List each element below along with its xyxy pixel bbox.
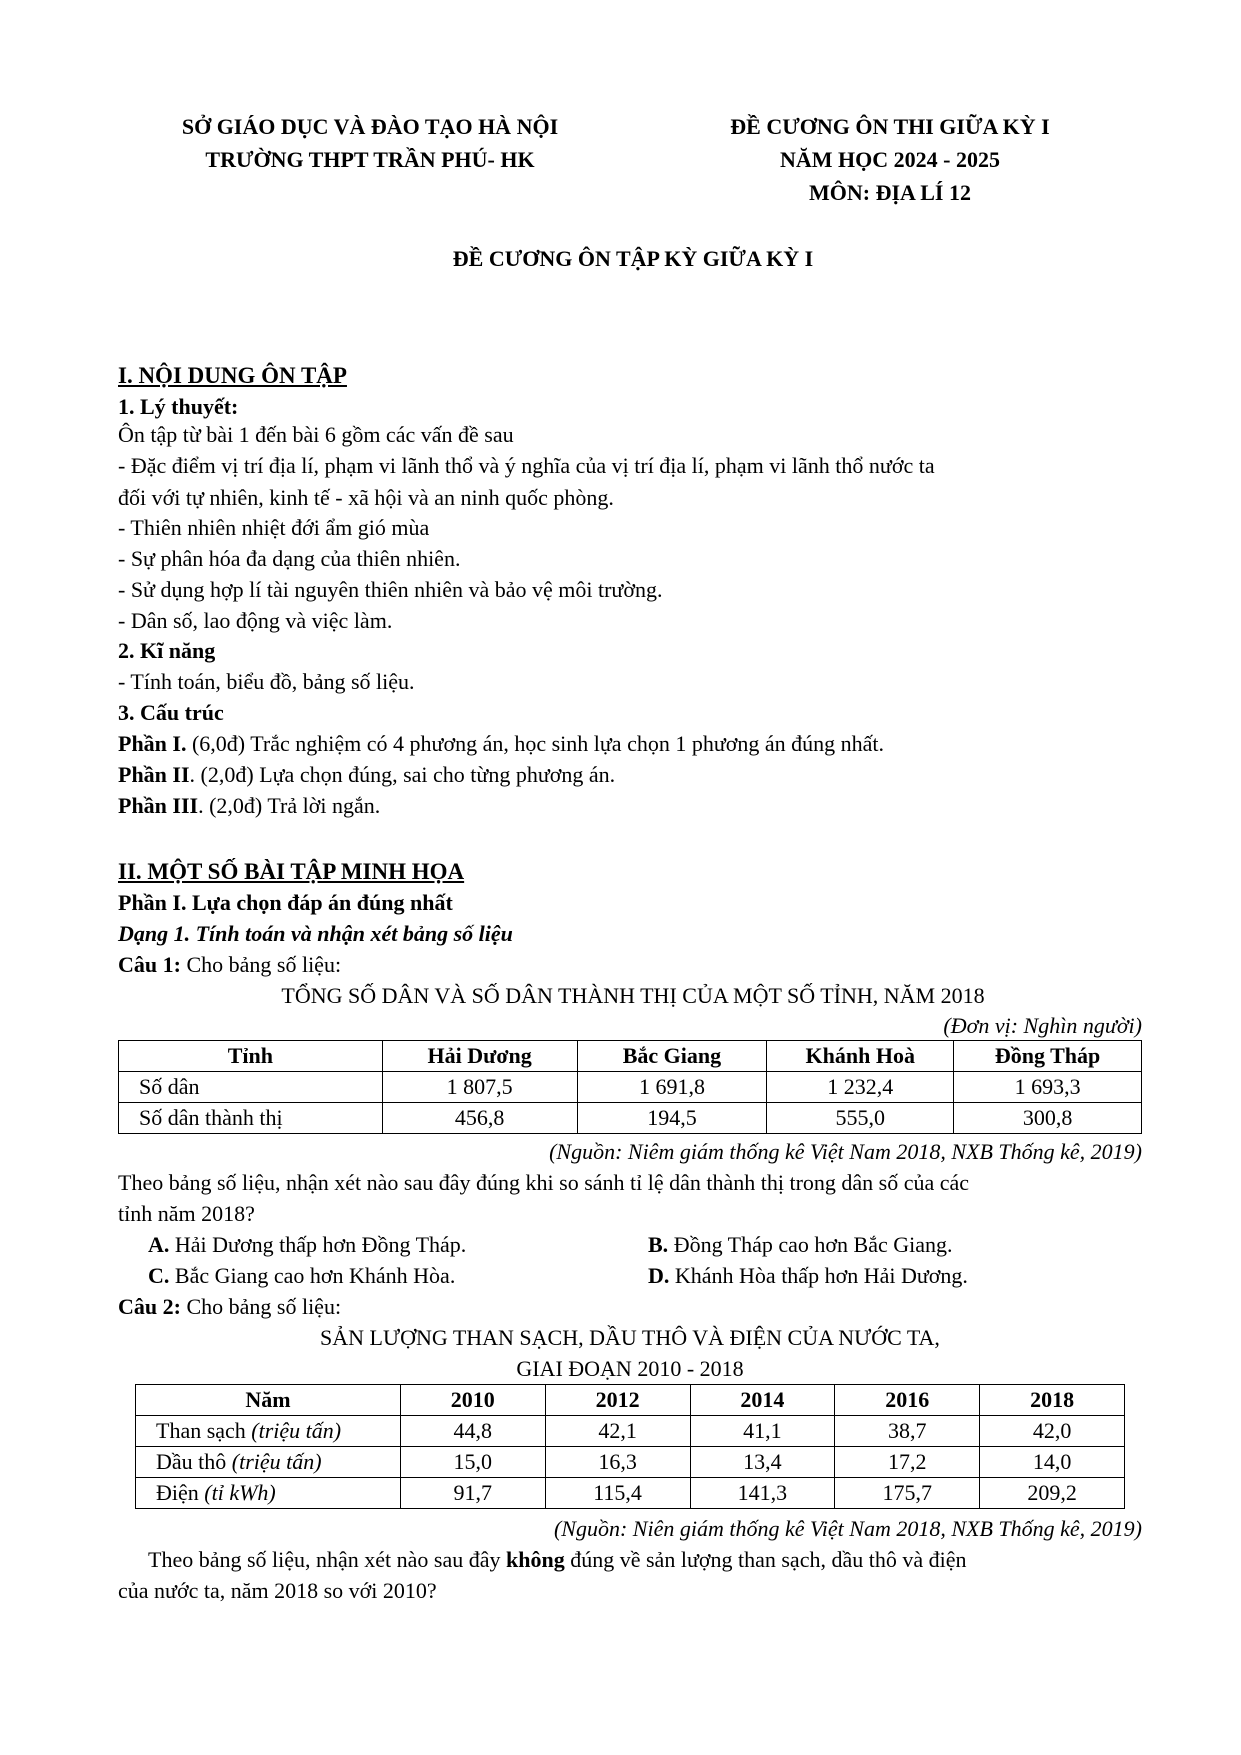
part1-label: Phần I.: [118, 731, 187, 756]
table-cell: 44,8: [400, 1416, 545, 1447]
school-name: TRƯỜNG THPT TRẦN PHÚ- HK: [205, 147, 535, 172]
section2-type-heading: Dạng 1. Tính toán và nhận xét bảng số liệu: [118, 921, 513, 946]
section1-heading: I. NỘI DUNG ÔN TẬP: [118, 363, 347, 388]
theory-item-1-line1: - Đặc điểm vị trí địa lí, phạm vi lãnh thổ và ý nghĩa của vị trí địa lí, phạm vi lãnh thổ nước ta: [118, 453, 935, 478]
q1-option-a[interactable]: [148, 1231, 466, 1259]
table-row-label: [136, 1478, 401, 1509]
q1-question-line1: Theo bảng số liệu, nhận xét nào sau đây đúng khi so sánh tỉ lệ dân thành thị trong dân số của các: [118, 1170, 970, 1195]
row-unit: (tỉ kWh): [204, 1480, 276, 1505]
table-cell: 41,1: [690, 1416, 835, 1447]
table-row: [119, 1072, 1142, 1103]
table-cell: 194,5: [577, 1103, 767, 1134]
table-header-cell: 2012: [545, 1385, 690, 1416]
q1-table: [118, 1040, 1142, 1134]
table-header-cell: 2014: [690, 1385, 835, 1416]
table-header-cell: Tỉnh: [119, 1041, 383, 1072]
main-title: ĐỀ CƯƠNG ÔN TẬP KỲ GIỮA KỲ I: [452, 246, 814, 271]
part2-text: . (2,0đ) Lựa chọn đúng, sai cho từng phương án.: [189, 762, 616, 787]
q2-label: Câu 2:: [118, 1294, 181, 1319]
table-cell: 42,1: [545, 1416, 690, 1447]
q2-question-line2: của nước ta, năm 2018 so với 2010?: [118, 1578, 437, 1603]
table-row-label: Số dân: [119, 1072, 383, 1103]
q2-question-pre: Theo bảng số liệu, nhận xét nào sau đây: [148, 1547, 507, 1572]
q1-option-b[interactable]: [648, 1231, 953, 1259]
department-name: SỞ GIÁO DỤC VÀ ĐÀO TẠO HÀ NỘI: [181, 114, 559, 139]
part2-label: Phần II: [118, 762, 190, 787]
q2-intro: [118, 1293, 1148, 1321]
table-row: [119, 1103, 1142, 1134]
q1-table-unit: (Đơn vị: Nghìn người): [943, 1013, 1142, 1038]
structure-part-3: [118, 792, 1148, 820]
table-header-cell: Năm: [136, 1385, 401, 1416]
q2-question-emphasis: không: [506, 1547, 565, 1572]
table-header-cell: 2016: [835, 1385, 980, 1416]
q2-question-post: đúng về sản lượng than sạch, dầu thô và điện: [564, 1547, 967, 1572]
section2-part-heading: Phần I. Lựa chọn đáp án đúng nhất: [118, 890, 453, 915]
table-cell: 38,7: [835, 1416, 980, 1447]
option-text: Bắc Giang cao hơn Khánh Hòa.: [169, 1263, 456, 1288]
row-name: Dầu thô: [156, 1449, 227, 1474]
table-cell: 175,7: [835, 1478, 980, 1509]
q1-option-c[interactable]: [148, 1262, 455, 1290]
row-unit: (triệu tấn): [251, 1418, 342, 1443]
q2-intro-text: Cho bảng số liệu:: [180, 1294, 342, 1319]
table-cell: 1 693,3: [954, 1072, 1142, 1103]
q1-intro-text: Cho bảng số liệu:: [180, 952, 342, 977]
part1-text: (6,0đ) Trắc nghiệm có 4 phương án, học sinh lựa chọn 1 phương án đúng nhất.: [186, 731, 885, 756]
q1-label: Câu 1:: [118, 952, 181, 977]
q1-option-d[interactable]: [648, 1262, 968, 1290]
table-header-row: [119, 1041, 1142, 1072]
table-row-label: [136, 1416, 401, 1447]
table-header-row: [136, 1385, 1125, 1416]
table-cell: 555,0: [767, 1103, 954, 1134]
q2-question-line1: [148, 1546, 966, 1574]
subject: MÔN: ĐỊA LÍ 12: [809, 180, 971, 205]
table-cell: 16,3: [545, 1447, 690, 1478]
table-cell: 209,2: [980, 1478, 1125, 1509]
option-text: Khánh Hòa thấp hơn Hải Dương.: [669, 1263, 968, 1288]
table-header-cell: 2010: [400, 1385, 545, 1416]
issuer-header: [120, 110, 620, 176]
exam-header: [640, 110, 1140, 209]
structure-part-1: [118, 730, 1148, 758]
structure-heading: 3. Cấu trúc: [118, 700, 224, 725]
section2-heading: II. MỘT SỐ BÀI TẬP MINH HỌA: [118, 859, 465, 884]
table-header-cell: 2018: [980, 1385, 1125, 1416]
part3-label: Phần III: [118, 793, 199, 818]
part3-text: . (2,0đ) Trả lời ngắn.: [198, 793, 381, 818]
table-cell: 42,0: [980, 1416, 1125, 1447]
q2-table: [135, 1384, 1125, 1509]
table-cell: 1 691,8: [577, 1072, 767, 1103]
option-label: A.: [148, 1232, 170, 1257]
table-row-label: [136, 1447, 401, 1478]
q2-table-title-line2: GIAI ĐOẠN 2010 - 2018: [516, 1356, 744, 1381]
exam-title: ĐỀ CƯƠNG ÔN THI GIỮA KỲ I: [730, 114, 1050, 139]
table-cell: 91,7: [400, 1478, 545, 1509]
table-row-label: Số dân thành thị: [119, 1103, 383, 1134]
q1-source: (Nguồn: Niêm giám thống kê Việt Nam 2018, NXB Thống kê, 2019): [549, 1139, 1142, 1164]
structure-part-2: [118, 761, 1148, 789]
row-name: Than sạch: [156, 1418, 246, 1443]
theory-item-4: - Sử dụng hợp lí tài nguyên thiên nhiên và bảo vệ môi trường.: [118, 577, 663, 602]
q2-source: (Nguồn: Niên giám thống kê Việt Nam 2018, NXB Thống kê, 2019): [553, 1516, 1142, 1541]
theory-intro: Ôn tập từ bài 1 đến bài 6 gồm các vấn đề sau: [118, 422, 514, 447]
table-cell: 17,2: [835, 1447, 980, 1478]
table-cell: 14,0: [980, 1447, 1125, 1478]
table-cell: 141,3: [690, 1478, 835, 1509]
table-header-cell: Hải Dương: [382, 1041, 577, 1072]
table-row: [136, 1478, 1125, 1509]
theory-item-3: - Sự phân hóa đa dạng của thiên nhiên.: [118, 546, 461, 571]
table-header-cell: Đồng Tháp: [954, 1041, 1142, 1072]
theory-item-2: - Thiên nhiên nhiệt đới ẩm gió mùa: [118, 515, 430, 540]
skills-heading: 2. Kĩ năng: [118, 638, 216, 663]
option-text: Hải Dương thấp hơn Đồng Tháp.: [169, 1232, 467, 1257]
table-cell: 1 807,5: [382, 1072, 577, 1103]
theory-item-1-line2: đối với tự nhiên, kinh tế - xã hội và an ninh quốc phòng.: [118, 485, 614, 510]
option-label: C.: [148, 1263, 170, 1288]
table-cell: 115,4: [545, 1478, 690, 1509]
q2-table-title-line1: SẢN LƯỢNG THAN SẠCH, DẦU THÔ VÀ ĐIỆN CỦA NƯỚC TA,: [320, 1325, 940, 1350]
table-cell: 300,8: [954, 1103, 1142, 1134]
q1-question-line2: tỉnh năm 2018?: [118, 1201, 255, 1226]
option-label: B.: [648, 1232, 669, 1257]
table-cell: 15,0: [400, 1447, 545, 1478]
table-header-cell: Khánh Hoà: [767, 1041, 954, 1072]
row-name: Điện: [156, 1480, 199, 1505]
table-cell: 456,8: [382, 1103, 577, 1134]
theory-item-5: - Dân số, lao động và việc làm.: [118, 608, 393, 633]
table-cell: 1 232,4: [767, 1072, 954, 1103]
row-unit: (triệu tấn): [231, 1449, 322, 1474]
table-row: [136, 1447, 1125, 1478]
table-cell: 13,4: [690, 1447, 835, 1478]
skills-item: - Tính toán, biểu đồ, bảng số liệu.: [118, 669, 415, 694]
table-row: [136, 1416, 1125, 1447]
q1-table-title: TỔNG SỐ DÂN VÀ SỐ DÂN THÀNH THỊ CỦA MỘT SỐ TỈNH, NĂM 2018: [281, 983, 985, 1008]
theory-heading: 1. Lý thuyết:: [118, 394, 239, 419]
option-text: Đồng Tháp cao hơn Bắc Giang.: [668, 1232, 953, 1257]
q1-intro: [118, 951, 1148, 979]
school-year: NĂM HỌC 2024 - 2025: [780, 147, 1000, 172]
option-label: D.: [648, 1263, 670, 1288]
table-header-cell: Bắc Giang: [577, 1041, 767, 1072]
